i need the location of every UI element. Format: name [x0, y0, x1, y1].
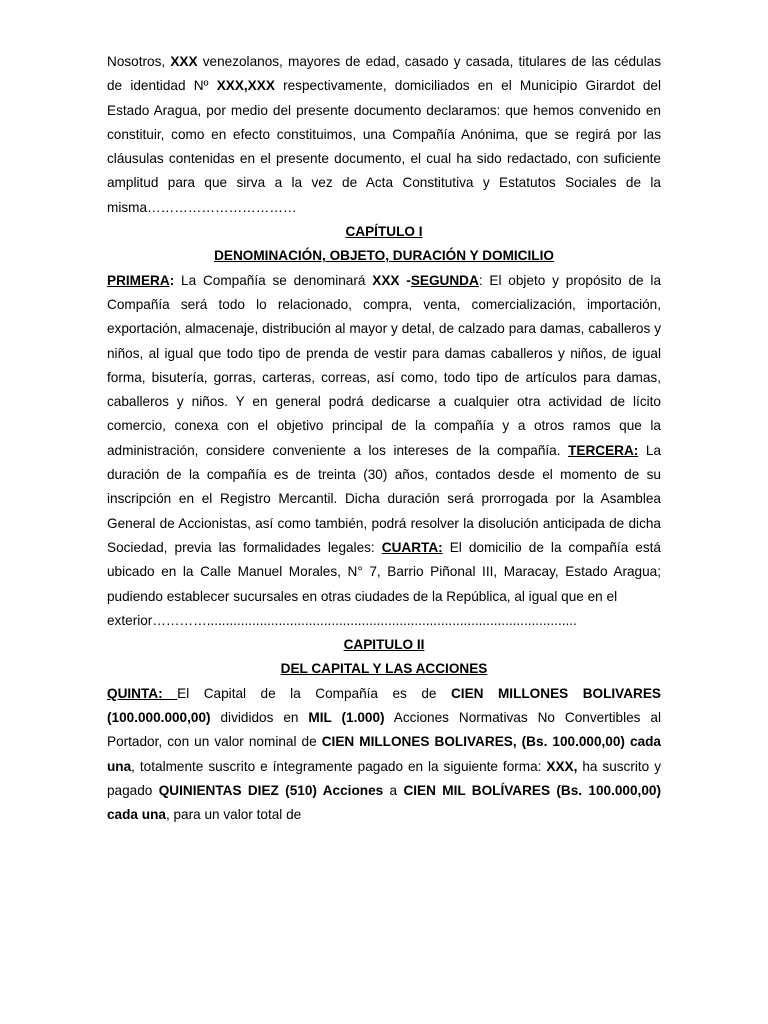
clause-quinta-text-3: Acciones Normativas No Convertibles al Portador, con un valor nominal de — [107, 710, 661, 750]
shares-count: MIL (1.000) — [308, 710, 385, 726]
clause-segunda-text: : El objeto y propósito de la Compañía será todo lo relacionado, compra, venta, comercialización, importación, exportación, almacenaje, distribución al mayor y detal, de calzado para damas, caballeros y niños, al igual que todo tipo de prenda de vestir para damas caballeros y niños, de igual forma, bisutería, gorras, carteras, correas, así como, todo tipo de artículos para damas, caballeros y niños. Y en general podrá dedicarse a cualquier otra actividad de lícito comercio, conexa con el objetivo principal de la compañía y a otros ramos que la administración, considere conveniente a los intereses de la compañía. — [107, 272, 662, 458]
clause-quinta-text-6: a — [383, 782, 404, 798]
intro-text-2: venezolanos, mayores de edad, casado y casada, titulares de las cédulas de identidad Nº — [107, 54, 661, 94]
clause-tercera-label: TERCERA: — [568, 442, 639, 458]
clauses-2-paragraph — [107, 682, 661, 828]
clause-quinta-label: QUINTA: — [107, 685, 178, 701]
names-placeholder: XXX — [170, 54, 198, 69]
chapter-2-title: CAPITULO II — [343, 637, 425, 653]
clause-tercera-text: La duración de la compañía es de treinta (30) años, contados desde el momento de su inscripción en el Registro Mercantil. Dicha duración será prorrogada por la Asamblea General de Accionistas, así como también, podrá resolver la disolución anticipada de dicha Sociedad, previa las formalidades legales: — [107, 442, 662, 555]
clauses-1-last-line: exterior………….................................................................................................. — [107, 612, 577, 628]
clause-segunda-label: SEGUNDA — [410, 272, 479, 288]
clause-cuarta-label: CUARTA: — [381, 539, 443, 555]
shareholder-placeholder: XXX, — [546, 758, 578, 774]
clause-quinta-text-1: El Capital de la Compañía es de — [177, 685, 451, 701]
clause-quinta-text-4: , totalmente suscrito e íntegramente pagado en la siguiente forma: — [131, 758, 547, 774]
clause-primera-label: PRIMERA — [107, 272, 170, 288]
ids-placeholder: XXX,XXX — [216, 78, 275, 94]
nominal-value: CIEN MILLONES BOLIVARES, (Bs. 100.000,00) cada una — [107, 734, 661, 774]
document-page — [107, 50, 661, 828]
chapter-2-subtitle: DEL CAPITAL Y LAS ACCIONES — [280, 661, 488, 677]
clauses-1-paragraph — [107, 269, 661, 609]
share-value: CIEN MIL BOLÍVARES (Bs. 100.000,00) cada una — [107, 782, 661, 823]
clause-quinta-text-7: , para un valor total de — [165, 807, 302, 823]
clause-primera-colon: : — [169, 272, 175, 288]
chapter-1-title: CAPÍTULO I — [345, 224, 423, 240]
intro-paragraph — [107, 50, 661, 220]
subscribed-shares: QUINIENTAS DIEZ (510) Acciones — [158, 782, 384, 798]
intro-text-1: Nosotros, — [107, 54, 171, 69]
clause-cuarta-text: El domicilio de la compañía está ubicado en la Calle Manuel Morales, N° 7, Barrio Piñonal III, Maracay, Estado Aragua; pudiendo establecer sucursales en otras ciudades de la República, al igual que en el — [107, 539, 661, 604]
clause-quinta-text-5: ha suscrito y pagado — [107, 758, 661, 798]
company-name-placeholder: XXX — [372, 272, 400, 288]
chapter-1-subtitle: DENOMINACIÓN, OBJETO, DURACIÓN Y DOMICILIO — [214, 248, 554, 264]
intro-text-3: respectivamente, domiciliados en el Municipio Girardot del Estado Aragua, por medio del presente documento declaramos: que hemos convenido en constituir, como en efecto constituimos, una Compañía Anónima, que se regirá por las cláusulas contenidas en el presente documento, el cual ha sido redactado, con suficiente amplitud para que sirva a la vez de Acta Constitutiva y Estatutos Sociales de la misma…………………………… — [107, 78, 661, 215]
clause-quinta-text-2: divididos en — [210, 710, 309, 726]
clause-primera-text: La Compañía se denominará — [174, 272, 373, 288]
clause-dash: - — [399, 272, 411, 288]
capital-amount: CIEN MILLONES BOLIVARES (100.000.000,00) — [107, 685, 662, 726]
